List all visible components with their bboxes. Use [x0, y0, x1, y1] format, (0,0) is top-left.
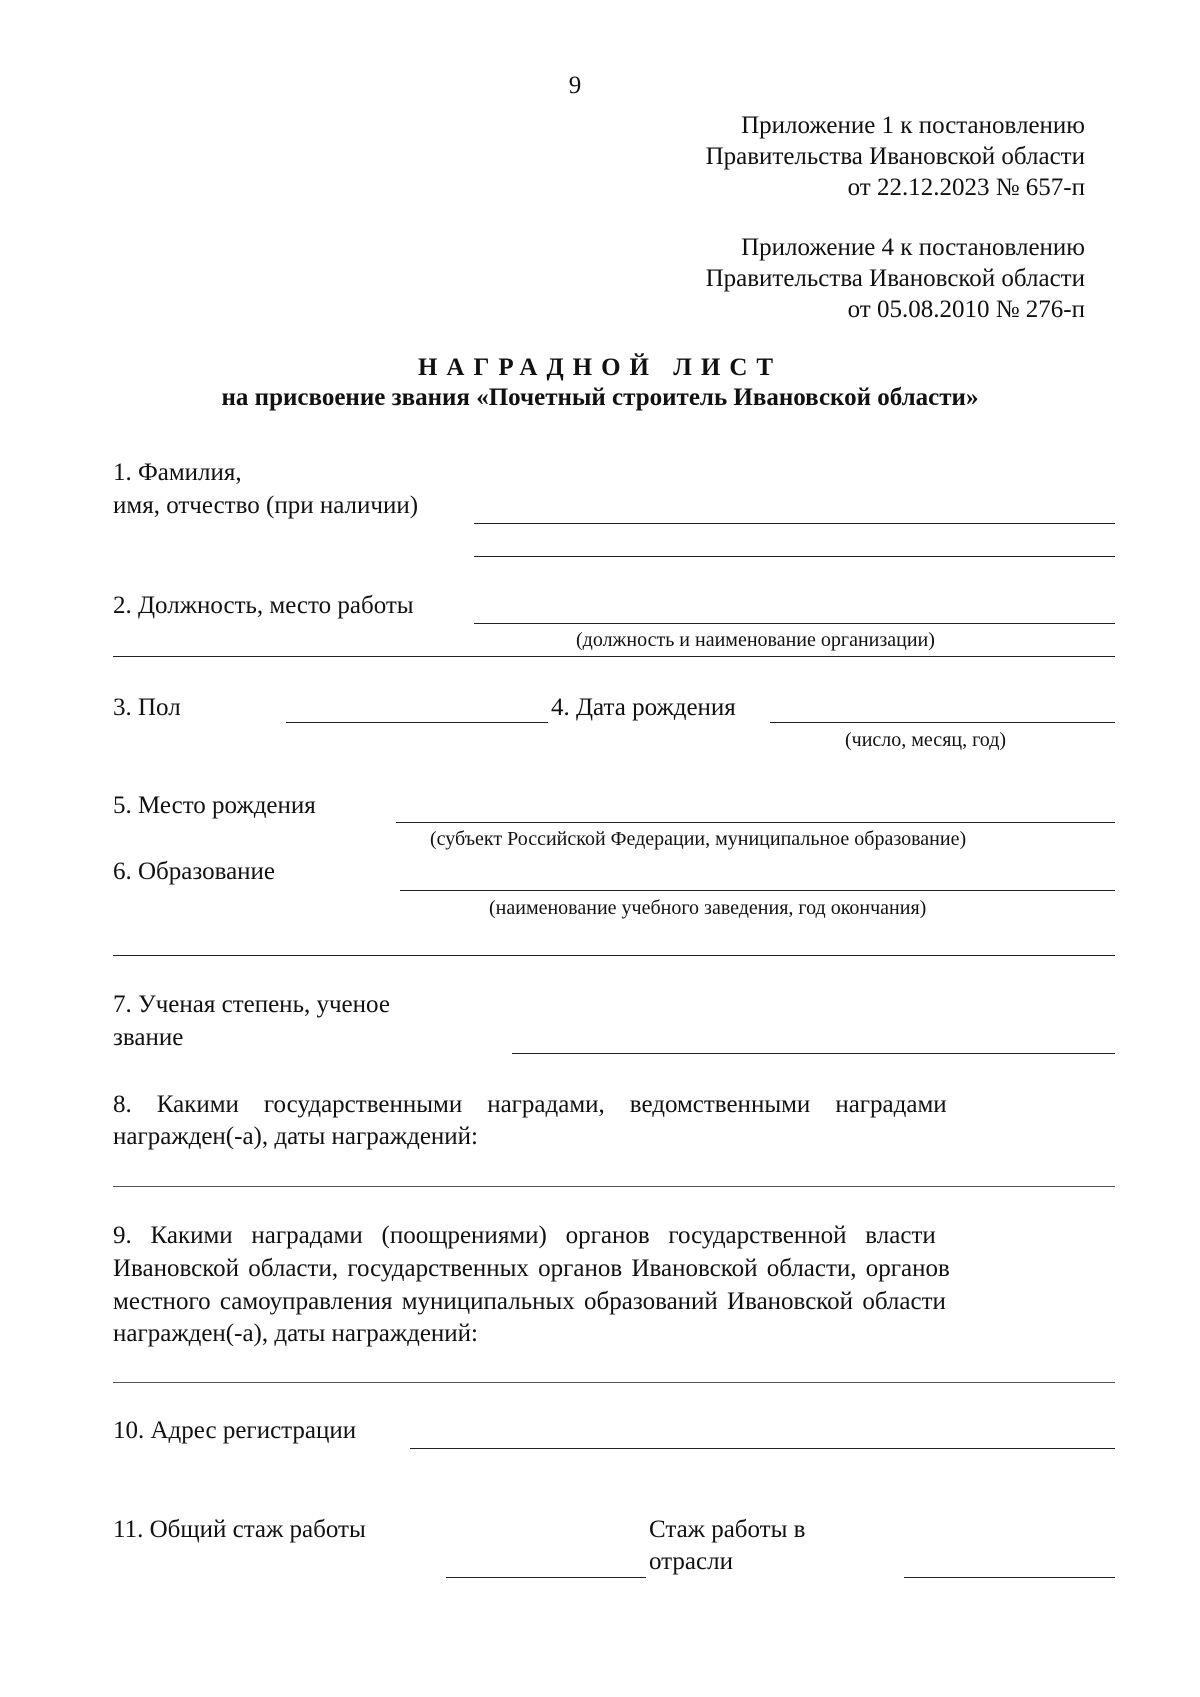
document-subtitle: на присвоение звания «Почетный строитель Ивановской области»	[221, 384, 979, 411]
field-11-label: 11. Общий стаж работы	[113, 1516, 366, 1543]
field-1-label-line-2: имя, отчество (при наличии)	[113, 492, 419, 519]
page-number: 9	[568, 72, 582, 99]
field-7-input-line[interactable]	[512, 1053, 1115, 1054]
field-9-label-line-2: Ивановской области, государственных органов Ивановской области, органов	[113, 1255, 950, 1282]
field-8-label-line-2: награжден(-а), даты награждений:	[113, 1123, 479, 1150]
field-10-input-line[interactable]	[410, 1448, 1115, 1449]
field-1-label-line-1: 1. Фамилия,	[113, 459, 242, 486]
appendix-1-line-2: Правительства Ивановской области	[705, 143, 1085, 170]
field-4-hint: (число, месяц, год)	[845, 729, 1007, 751]
field-7-label-line-2: звание	[113, 1024, 184, 1051]
appendix-4-line-2: Правительства Ивановской области	[705, 265, 1085, 292]
field-11-input-line[interactable]	[446, 1577, 646, 1578]
field-3-input-line[interactable]	[286, 722, 548, 723]
field-9-label-line-3: местного самоуправления муниципальных образований Ивановской области	[113, 1288, 946, 1315]
appendix-4-line-3: от 05.08.2010 № 276-п	[847, 296, 1085, 323]
field-6-hint: (наименование учебного заведения, год окончания)	[489, 897, 927, 919]
field-5-label: 5. Место рождения	[113, 792, 316, 819]
field-11b-label-line-2: отрасли	[649, 1548, 733, 1575]
appendix-4-line-1: Приложение 4 к постановлению	[741, 234, 1085, 261]
field-2-hint: (должность и наименование организации)	[576, 629, 935, 651]
appendix-1-line-3: от 22.12.2023 № 657-п	[847, 174, 1085, 201]
field-6-input-line[interactable]	[400, 890, 1115, 891]
document-title: НАГРАДНОЙ ЛИСТ	[417, 354, 783, 381]
field-4-input-line[interactable]	[770, 722, 1115, 723]
appendix-1-line-1: Приложение 1 к постановлению	[741, 112, 1085, 139]
field-6-input-line-2[interactable]	[113, 955, 1115, 956]
field-9-label-line-1: 9. Какими наградами (поощрениями) органов государственной власти	[113, 1222, 936, 1249]
field-8-label-line-1: 8. Какими государственными наградами, ведомственными наградами	[113, 1091, 947, 1118]
field-7-label-line-1: 7. Ученая степень, ученое	[113, 991, 390, 1018]
field-10-label: 10. Адрес регистрации	[113, 1417, 357, 1444]
field-5-hint: (субъект Российской Федерации, муниципальное образование)	[430, 828, 967, 850]
field-5-input-line[interactable]	[396, 822, 1115, 823]
field-9-input-line[interactable]	[113, 1382, 1115, 1383]
field-8-input-line[interactable]	[113, 1186, 1115, 1187]
field-11b-label-line-1: Стаж работы в	[649, 1516, 806, 1543]
field-2-label: 2. Должность, место работы	[113, 592, 414, 619]
field-9-label-line-4: награжден(-а), даты награждений:	[113, 1320, 479, 1347]
field-2-input-line-2[interactable]	[113, 656, 1115, 657]
field-11b-input-line[interactable]	[904, 1577, 1115, 1578]
field-2-input-line[interactable]	[474, 623, 1115, 624]
field-3-label: 3. Пол	[113, 694, 181, 721]
field-1-input-line-2[interactable]	[474, 556, 1115, 557]
field-6-label: 6. Образование	[113, 858, 276, 885]
field-1-input-line-1[interactable]	[474, 523, 1115, 524]
field-4-label: 4. Дата рождения	[551, 694, 736, 721]
